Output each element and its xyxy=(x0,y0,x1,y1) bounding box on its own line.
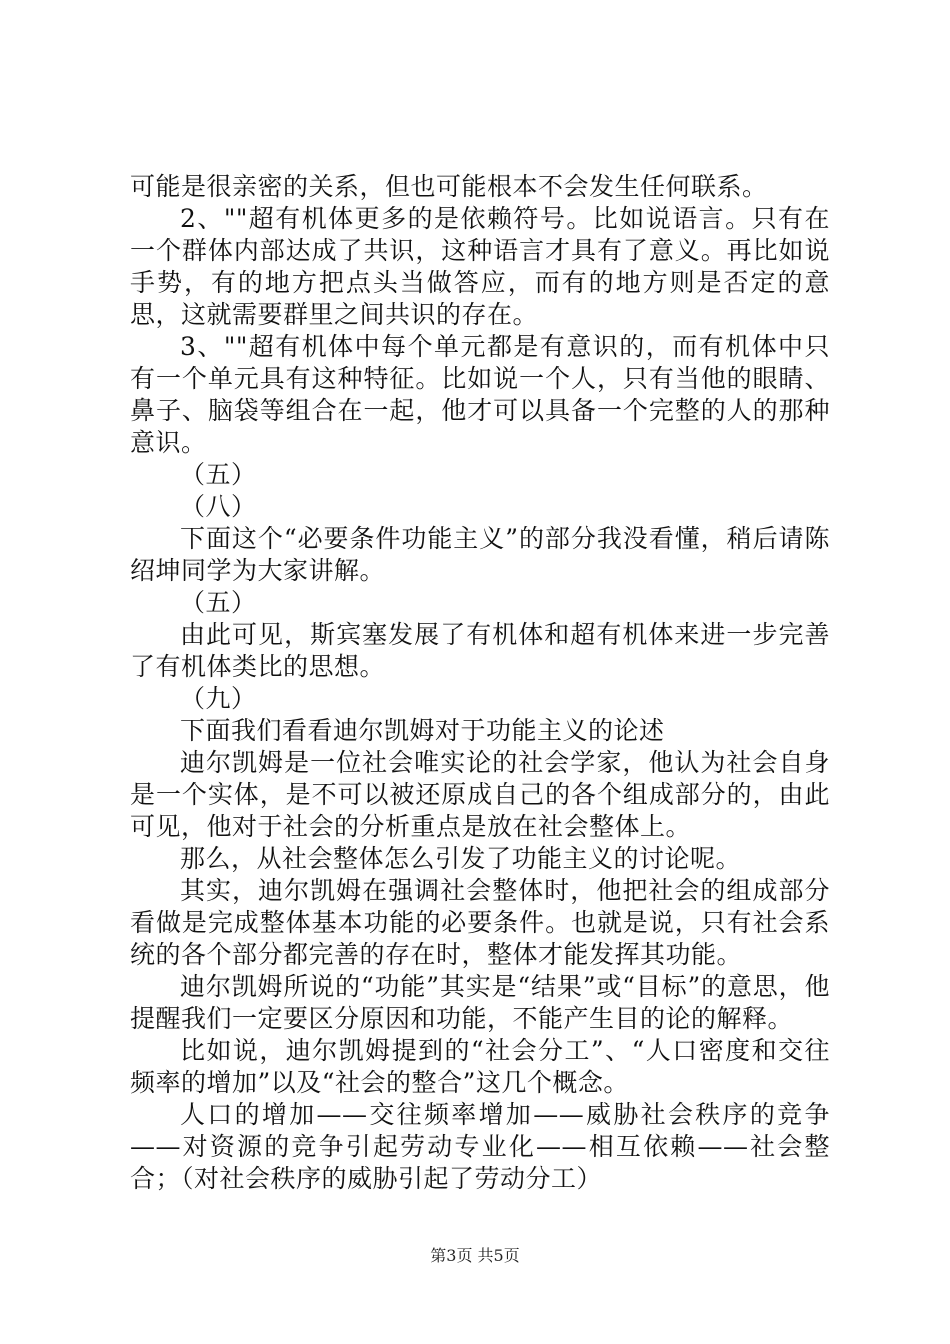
document-body xyxy=(130,171,830,1195)
paragraph-example-concepts: 比如说，迪尔凯姆提到的“社会分工”、“人口密度和交往频率的增加”以及“社会的整合”这几个概念。 xyxy=(130,1036,830,1097)
page-number-footer: 第3页 共5页 xyxy=(430,1246,520,1265)
paragraph-function-meaning: 迪尔凯姆所说的“功能”其实是“结果”或“目标”的意思，他提醒我们一定要区分原因和功能，不能产生目的论的解释。 xyxy=(130,972,830,1033)
paragraph-durkheim-intro: 下面我们看看迪尔凯姆对于功能主义的论述 xyxy=(180,716,665,745)
paragraph-point-2: 2、""超有机体更多的是依赖符号。比如说语言。只有在一个群体内部达成了共识，这种语言才具有了意义。再比如说手势，有的地方把点头当做答应，而有的地方则是否定的意思，这就需要群里之间共识的存在。 xyxy=(130,204,830,329)
paragraph-spencer-summary: 由此可见，斯宾塞发展了有机体和超有机体来进一步完善了有机体类比的思想。 xyxy=(130,620,830,681)
section-marker-8: （八） xyxy=(180,492,257,521)
paragraph-durkheim-realism: 迪尔凯姆是一位社会唯实论的社会学家，他认为社会自身是一个实体，是不可以被还原成自己的各个组成部分的，由此可见，他对于社会的分析重点是放在社会整体上。 xyxy=(130,748,830,841)
section-marker-5a: （五） xyxy=(180,460,257,489)
paragraph-necessary-parts: 其实，迪尔凯姆在强调社会整体时，他把社会的组成部分看做是完成整体基本功能的必要条件。也就是说，只有社会系统的各个部分都完善的存在时，整体才能发挥其功能。 xyxy=(130,876,830,969)
paragraph-causal-chain: 人口的增加——交往频率增加——威胁社会秩序的竞争——对资源的竞争引起劳动专业化——相互依赖——社会整合；（对社会秩序的威胁引起了劳动分工） xyxy=(130,1100,830,1193)
paragraph-necessary-condition: 下面这个“必要条件功能主义”的部分我没看懂，稍后请陈绍坤同学为大家讲解。 xyxy=(130,524,830,585)
paragraph-point-3: 3、""超有机体中每个单元都是有意识的，而有机体中只有一个单元具有这种特征。比如说一个人，只有当他的眼睛、鼻子、脑袋等组合在一起，他才可以具备一个完整的人的那种意识。 xyxy=(130,332,830,457)
paragraph-continuation: 可能是很亲密的关系，但也可能根本不会发生任何联系。 xyxy=(130,172,768,201)
section-marker-9: （九） xyxy=(180,684,257,713)
paragraph-question: 那么，从社会整体怎么引发了功能主义的讨论呢。 xyxy=(180,844,742,873)
section-marker-5b: （五） xyxy=(180,588,257,617)
